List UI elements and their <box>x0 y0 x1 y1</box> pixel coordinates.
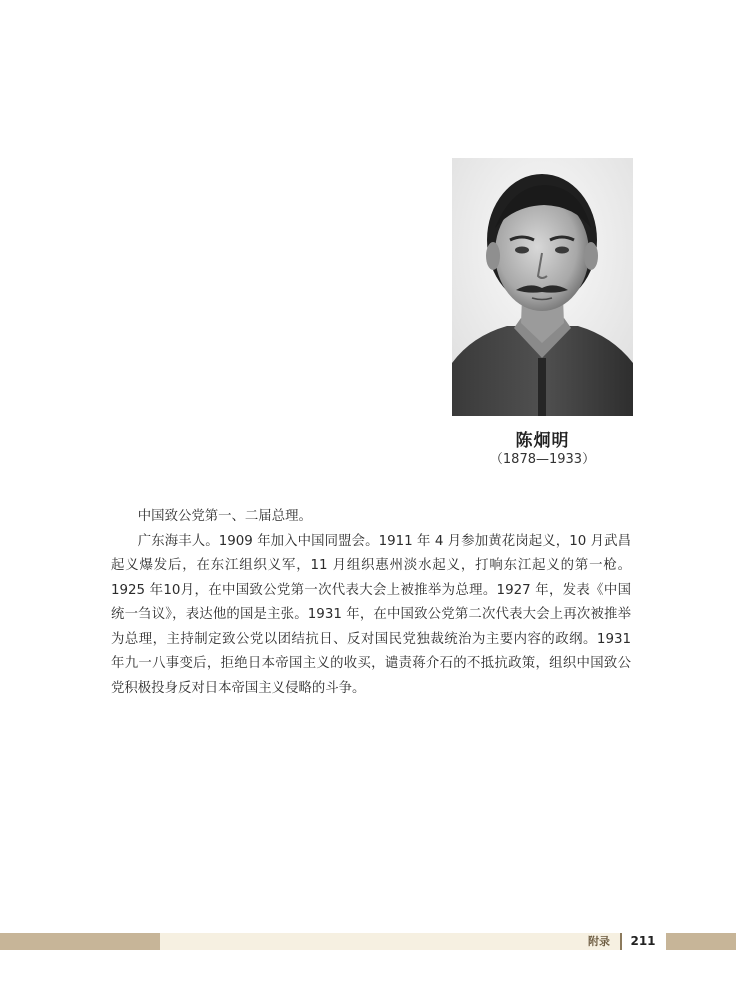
footer-section-label: 附录 <box>588 935 610 948</box>
portrait-years: （1878—1933） <box>489 452 596 467</box>
page-number: 211 <box>630 934 656 948</box>
portrait-photo-icon <box>452 158 633 416</box>
biography-paragraph-1: 中国致公党第一、二届总理。 <box>137 509 312 524</box>
footer-band-right <box>666 933 736 950</box>
portrait-name: 陈炯明 <box>515 431 570 451</box>
biography-text <box>111 505 631 701</box>
portrait-photo <box>452 158 633 416</box>
biography-paragraph-2: 广东海丰人。1909 年加入中国同盟会。1911 年 4 月参加黄花岗起义，10 月武昌起义爆发后，在东江组织义军，11 月组织惠州淡水起义，打响东江起义的第一枪。1925 年10月，在中国致公党第一次代表大会上被推举为总理。1927 年，发表《中国统一刍议》，表达他的国是主张。1931 年，在中国致公党第二次代表大会上再次被推举为总理，主持制定致公党以团结抗日、反对国民党独裁统治为主要内容的政纲。1931 年九一八事变后，拒绝日本帝国主义的收买，谴责蒋介石的不抵抗政策，组织中国致公党积极投身反对日本帝国主义侵略的斗争。 <box>111 533 631 696</box>
footer-band-left <box>0 933 160 950</box>
footer-band-middle <box>160 933 622 950</box>
footer-divider <box>620 933 622 950</box>
